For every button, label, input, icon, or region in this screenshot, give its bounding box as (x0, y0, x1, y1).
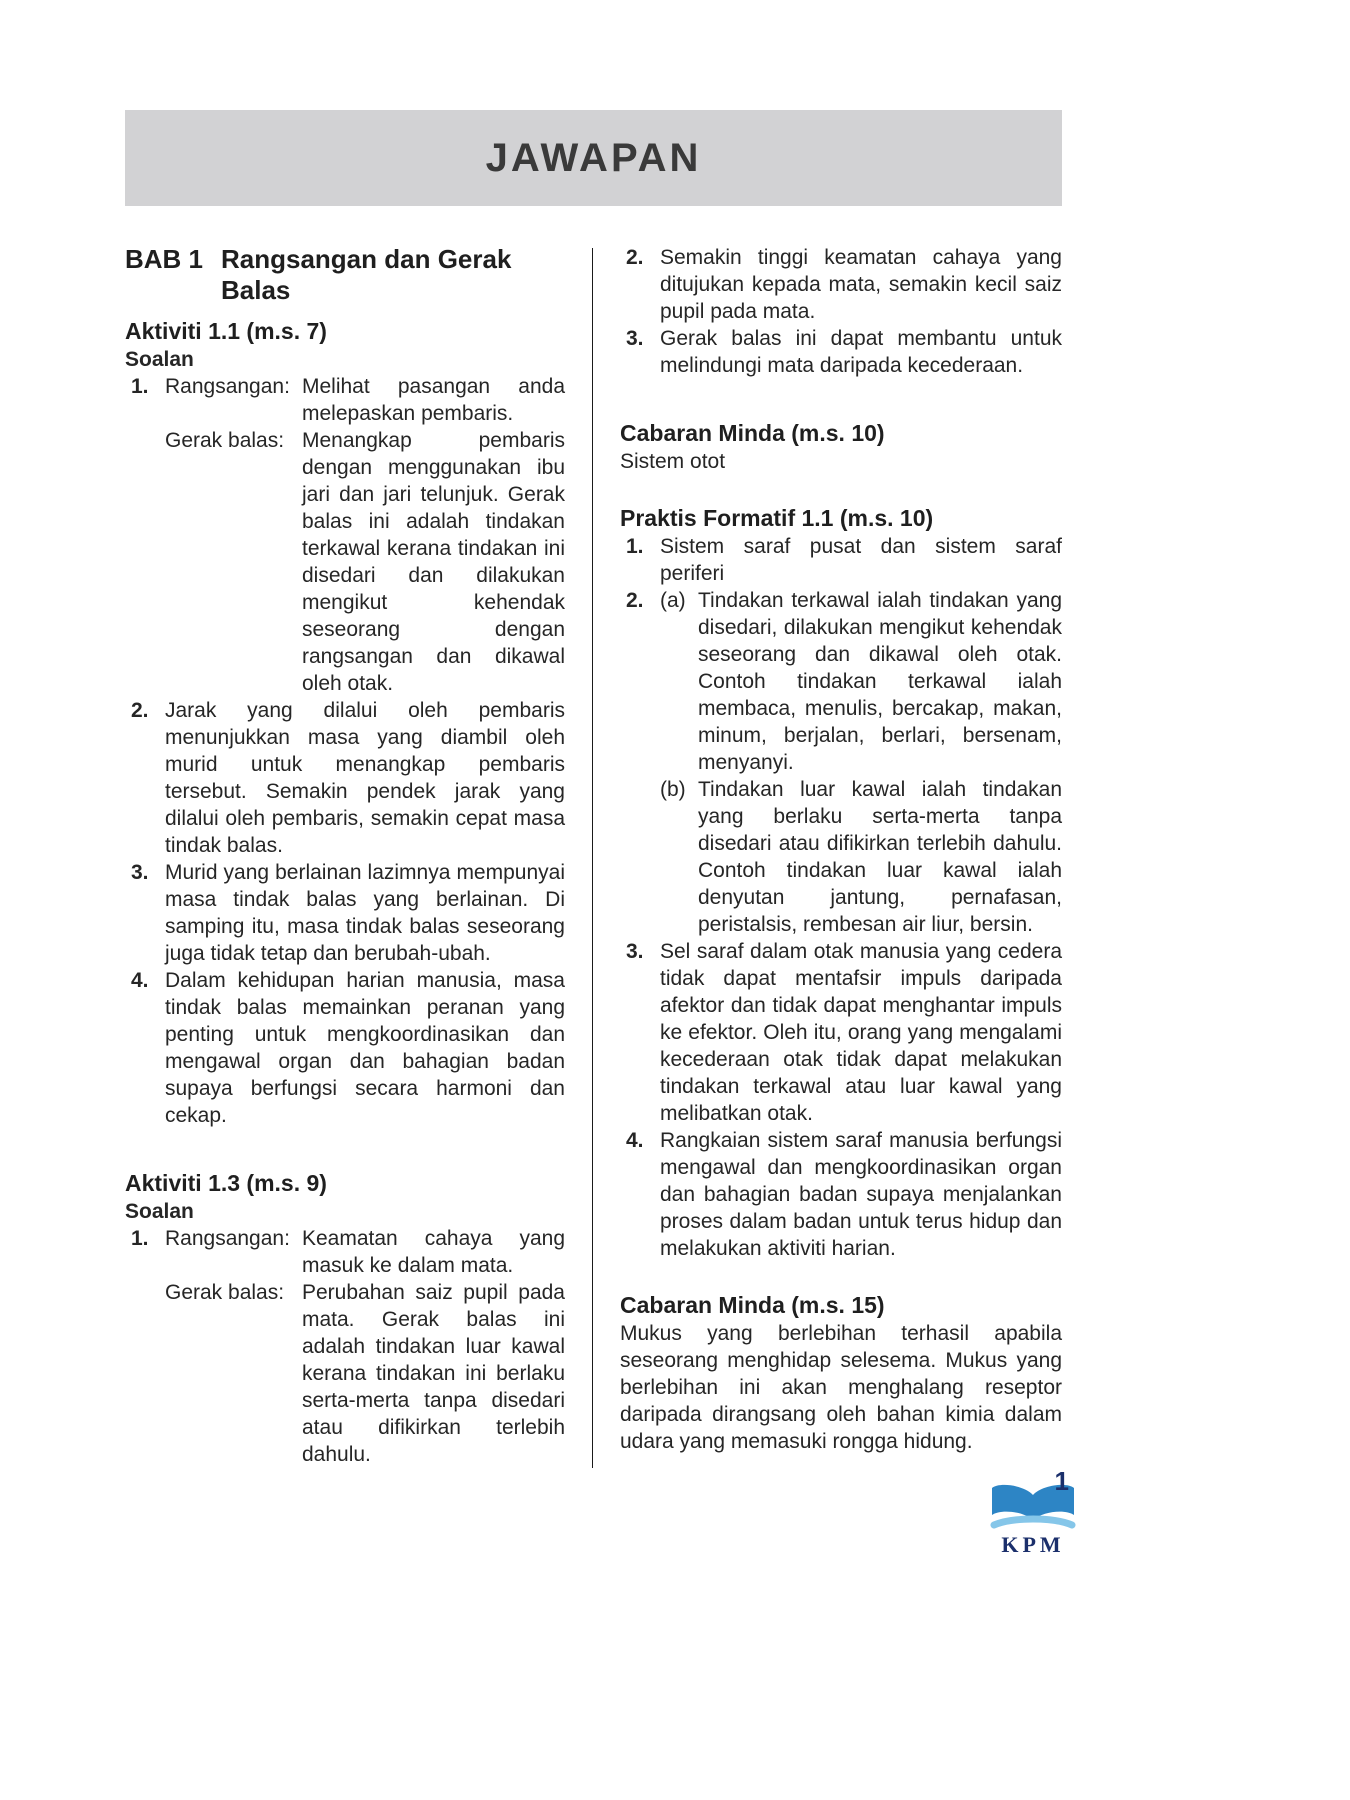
item-number: 2. (626, 246, 644, 269)
pair-label: Gerak balas: (165, 1281, 285, 1304)
left-column (125, 244, 565, 1468)
answer-item-4 (620, 1127, 1062, 1262)
item-text: Sel saraf dalam otak manusia yang cedera tidak dapat mentafsir impuls daripada afektor dan tidak dapat menghantar impuls ke efektor. Oleh itu, orang yang mengalami kecederaan otak tidak dapat melakukan tindakan terkawal atau luar kawal yang melibatkan otak. (660, 940, 1062, 1125)
pair-text: Perubahan saiz pupil pada mata. Gerak balas ini adalah tindakan luar kawal kerana tindakan ini berlaku serta-merta tanpa disedari atau difikirkan terlebih dahulu. (302, 1281, 565, 1466)
chapter-title: Rangsangan dan Gerak Balas (221, 244, 512, 305)
cabaran-minda-15-answer: Mukus yang berlebihan terhasil apabila seseorang menghidap selesema. Mukus yang berlebihan ini akan menghalang reseptor daripada dirangsang oleh bahan kimia dalam udara yang memasuki rongga hidung. (620, 1322, 1062, 1453)
sub-item-text: Tindakan luar kawal ialah tindakan yang berlaku serta-merta tanpa disedari atau difikirkan terlebih dahulu. Contoh tindakan luar kawal ialah denyutan jantung, pernafasan, peristalsis, rembesan air liur, bersin. (698, 778, 1062, 936)
sub-item-text: Tindakan terkawal ialah tindakan yang disedari, dilakukan mengikut kehendak seseorang dan dikawal oleh otak. Contoh tindakan terkawal ialah membaca, menulis, bercakap, makan, minum, berjalan, berlari, bersenam, menyanyi. (698, 589, 1062, 774)
sub-item-label: (b) (660, 778, 686, 801)
item-number: 4. (131, 969, 149, 992)
chapter-heading (125, 244, 565, 306)
answer-item-2 (620, 587, 1062, 938)
pair-text: Melihat pasangan anda melepaskan pembaris. (302, 375, 565, 425)
page-header-banner (125, 110, 1062, 206)
item-body (165, 373, 565, 697)
item-number: 3. (626, 327, 644, 350)
answer-item-2 (125, 697, 565, 859)
answer-item-3 (620, 325, 1062, 379)
item-number: 1. (626, 535, 644, 558)
answer-item-2 (620, 244, 1062, 325)
right-column (620, 244, 1062, 1468)
item-text: Sistem saraf pusat dan sistem saraf periferi (660, 535, 1062, 585)
sub-item-a (660, 587, 1062, 776)
section-heading-aktiviti-1-1: Aktiviti 1.1 (m.s. 7) (125, 318, 327, 344)
stimulus-pair (165, 1225, 565, 1279)
item-number: 3. (131, 861, 149, 884)
chapter-number: BAB 1 (125, 244, 204, 274)
item-body (165, 1225, 565, 1468)
answer-item-4 (125, 967, 565, 1129)
answer-item-3 (125, 859, 565, 967)
section-heading-cabaran-minda-15: Cabaran Minda (m.s. 15) (620, 1292, 885, 1318)
item-text: Gerak balas ini dapat membantu untuk melindungi mata daripada kecederaan. (660, 327, 1062, 377)
response-pair (165, 1279, 565, 1468)
item-text: Jarak yang dilalui oleh pembaris menunjukkan masa yang diambil oleh murid untuk menangkap pembaris tersebut. Semakin pendek jarak yang dilalui oleh pembaris, semakin cepat masa tindak balas. (165, 699, 565, 857)
pair-text: Menangkap pembaris dengan menggunakan ibu jari dan jari telunjuk. Gerak balas ini adalah tindakan terkawal kerana tindakan ini disedari dan dilakukan mengikut kehendak seseorang dengan rangsangan dan dikawal oleh otak. (302, 429, 565, 695)
soalan-label: Soalan (125, 1200, 194, 1223)
kpm-logo-text: KPM (1001, 1532, 1065, 1557)
pair-label: Gerak balas: (165, 429, 285, 452)
item-text: Semakin tinggi keamatan cahaya yang ditujukan kepada mata, semakin kecil saiz pupil pada mata. (660, 246, 1062, 323)
item-number: 2. (626, 589, 644, 612)
item-number: 1. (131, 1227, 149, 1250)
item-text: Dalam kehidupan harian manusia, masa tindak balas memainkan peranan yang penting untuk mengkoordinasikan dan mengawal organ dan bahagian badan supaya berfungsi secara harmoni dan cekap. (165, 969, 565, 1127)
pair-label: Rangsangan: (165, 375, 290, 398)
item-number: 1. (131, 375, 149, 398)
answer-item-1 (125, 373, 565, 697)
item-number: 2. (131, 699, 149, 722)
section-heading-aktiviti-1-3: Aktiviti 1.3 (m.s. 9) (125, 1170, 327, 1196)
sub-item-label: (a) (660, 589, 686, 612)
item-number: 3. (626, 940, 644, 963)
cabaran-minda-10-answer: Sistem otot (620, 450, 726, 473)
soalan-label: Soalan (125, 348, 194, 371)
answer-item-1 (620, 533, 1062, 587)
answer-item-3 (620, 938, 1062, 1127)
item-number: 4. (626, 1129, 644, 1152)
stimulus-pair (165, 373, 565, 427)
item-text: Murid yang berlainan lazimnya mempunyai masa tindak balas yang berlainan. Di samping itu, masa tindak balas seseorang juga tidak tetap dan berubah-ubah. (165, 861, 565, 965)
response-pair (165, 427, 565, 697)
kpm-logo (985, 1466, 1081, 1557)
section-heading-cabaran-minda-10: Cabaran Minda (m.s. 10) (620, 420, 885, 446)
column-divider (592, 248, 593, 1468)
section-heading-praktis-formatif: Praktis Formatif 1.1 (m.s. 10) (620, 505, 934, 531)
content-columns (125, 244, 1062, 1468)
pair-label: Rangsangan: (165, 1227, 290, 1250)
answer-item-1 (125, 1225, 565, 1468)
pair-text: Keamatan cahaya yang masuk ke dalam mata. (302, 1227, 565, 1277)
sub-item-b (660, 776, 1062, 938)
item-text: Rangkaian sistem saraf manusia berfungsi mengawal dan mengkoordinasikan organ dan bahagian badan supaya menjalankan proses dalam badan untuk terus hidup dan melakukan aktiviti harian. (660, 1129, 1062, 1260)
item-body (660, 587, 1062, 938)
page-title: JAWAPAN (485, 135, 702, 180)
page-number: 1 (1054, 1466, 1069, 1496)
